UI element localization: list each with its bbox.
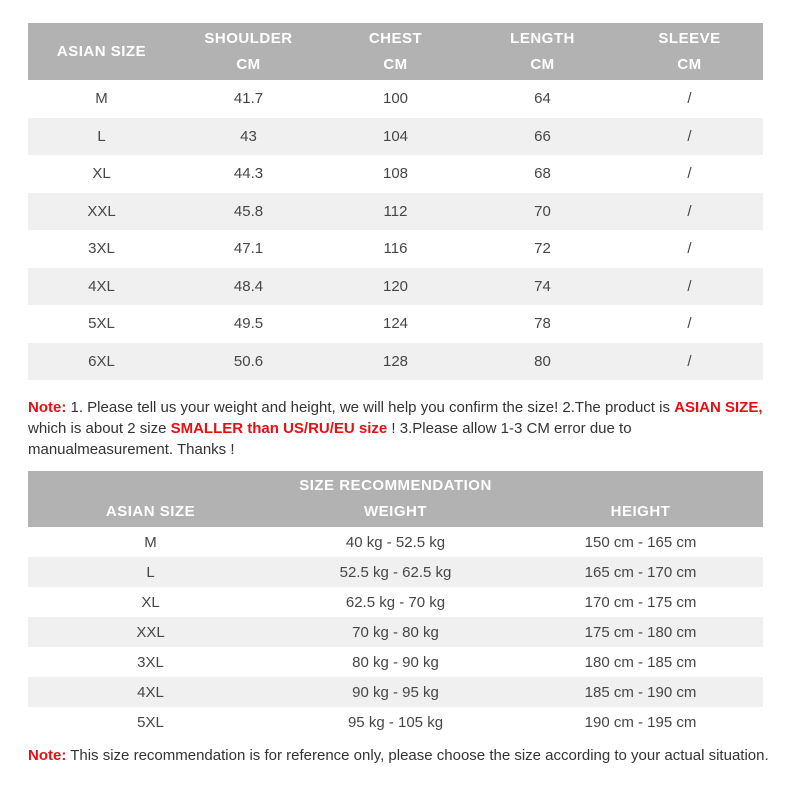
table-row bbox=[28, 707, 763, 737]
size-label: L bbox=[146, 563, 155, 581]
size-label: XL bbox=[141, 593, 160, 611]
length-value: 74 bbox=[534, 277, 551, 295]
sleeve-value: / bbox=[687, 240, 692, 258]
header-label: LENGTH bbox=[510, 30, 575, 47]
note-text: This size recommendation is for reference only, please choose the size according to your actual situation. bbox=[66, 747, 769, 764]
size-label: XL bbox=[92, 165, 111, 183]
weight-range: 52.5 kg - 62.5 kg bbox=[339, 563, 452, 581]
header-unit: CM bbox=[677, 56, 702, 73]
sleeve-value: / bbox=[687, 315, 692, 333]
shoulder-value: 47.1 bbox=[233, 240, 264, 258]
length-value: 68 bbox=[534, 165, 551, 183]
chest-value: 112 bbox=[383, 202, 408, 220]
chest-value: 128 bbox=[382, 352, 409, 370]
table-row bbox=[28, 155, 763, 193]
sleeve-value: / bbox=[687, 277, 692, 295]
sleeve-value: / bbox=[687, 127, 692, 145]
table-row bbox=[28, 230, 763, 268]
length-value: 80 bbox=[534, 352, 551, 370]
table-row bbox=[28, 617, 763, 647]
size-label: 4XL bbox=[88, 277, 115, 295]
shoulder-value: 49.5 bbox=[233, 315, 264, 333]
table-row bbox=[28, 118, 763, 156]
height-range: 180 cm - 185 cm bbox=[584, 653, 697, 671]
chest-value: 100 bbox=[382, 90, 409, 108]
note-text: ! 3.Please allow 1-3 CM error due to manualmeasurement. Thanks ! bbox=[28, 420, 632, 458]
note-label: Note: bbox=[28, 747, 67, 764]
header-label: SHOULDER bbox=[204, 30, 293, 47]
shoulder-value: 45.8 bbox=[233, 202, 264, 220]
header-asian-size: ASIAN SIZE bbox=[105, 502, 196, 520]
recommendation-table-header bbox=[28, 500, 763, 527]
header-label: SLEEVE bbox=[658, 30, 721, 47]
height-range: 170 cm - 175 cm bbox=[584, 593, 697, 611]
size-label: 4XL bbox=[137, 683, 164, 701]
length-value: 64 bbox=[534, 90, 551, 108]
chest-value: 116 bbox=[383, 240, 408, 258]
table-row bbox=[28, 587, 763, 617]
sleeve-value: / bbox=[687, 165, 692, 183]
note-highlight-smaller: SMALLER than US/RU/EU size bbox=[170, 420, 388, 437]
height-range: 150 cm - 165 cm bbox=[584, 533, 697, 551]
header-weight: WEIGHT bbox=[364, 502, 427, 520]
size-label: 3XL bbox=[88, 240, 115, 258]
note-text: which is about 2 size bbox=[28, 420, 171, 437]
size-label: L bbox=[97, 127, 106, 145]
shoulder-value: 43 bbox=[240, 127, 257, 145]
size-label: M bbox=[95, 90, 108, 108]
table-row bbox=[28, 647, 763, 677]
weight-range: 62.5 kg - 70 kg bbox=[345, 593, 446, 611]
size-label: M bbox=[144, 533, 157, 551]
note-text: 1. Please tell us your weight and height, we will help you confirm the size! 2.The product is bbox=[66, 399, 675, 416]
header-asian-size bbox=[28, 23, 175, 80]
height-range: 175 cm - 180 cm bbox=[584, 623, 697, 641]
size-label: 5XL bbox=[88, 315, 115, 333]
header-shoulder bbox=[175, 23, 322, 80]
length-value: 70 bbox=[534, 202, 551, 220]
sleeve-value: / bbox=[687, 202, 692, 220]
header-unit: CM bbox=[530, 56, 555, 73]
weight-range: 70 kg - 80 kg bbox=[352, 623, 439, 641]
length-value: 72 bbox=[534, 240, 551, 258]
table-row bbox=[28, 80, 763, 118]
length-value: 66 bbox=[534, 127, 551, 145]
sleeve-value: / bbox=[687, 90, 692, 108]
size-table bbox=[28, 23, 763, 380]
chest-value: 104 bbox=[382, 127, 409, 145]
shoulder-value: 48.4 bbox=[233, 277, 264, 295]
header-length bbox=[469, 23, 616, 80]
recommendation-table-body bbox=[28, 527, 763, 737]
height-range: 190 cm - 195 cm bbox=[584, 713, 697, 731]
header-unit: CM bbox=[236, 56, 261, 73]
weight-range: 40 kg - 52.5 kg bbox=[345, 533, 446, 551]
size-label: 5XL bbox=[137, 713, 164, 731]
table-row bbox=[28, 527, 763, 557]
table-row bbox=[28, 677, 763, 707]
chest-value: 108 bbox=[382, 165, 409, 183]
table-row bbox=[28, 268, 763, 306]
table-row bbox=[28, 557, 763, 587]
header-label: ASIAN SIZE bbox=[56, 43, 147, 60]
chest-value: 120 bbox=[382, 277, 409, 295]
size-label: XXL bbox=[87, 202, 116, 220]
table-row bbox=[28, 305, 763, 343]
weight-range: 90 kg - 95 kg bbox=[352, 683, 439, 701]
size-label: XXL bbox=[136, 623, 165, 641]
recommendation-note bbox=[28, 745, 773, 766]
size-label: 3XL bbox=[137, 653, 164, 671]
height-range: 165 cm - 170 cm bbox=[584, 563, 697, 581]
shoulder-value: 44.3 bbox=[233, 165, 264, 183]
note-highlight-asian-size: ASIAN SIZE, bbox=[674, 399, 763, 416]
size-label: 6XL bbox=[88, 352, 115, 370]
table-row bbox=[28, 343, 763, 381]
size-table-body bbox=[28, 80, 763, 380]
note-label: Note: bbox=[28, 399, 67, 416]
table-row bbox=[28, 193, 763, 231]
sleeve-value: / bbox=[687, 352, 692, 370]
size-table-header bbox=[28, 23, 763, 80]
header-label: CHEST bbox=[368, 30, 423, 47]
height-range: 185 cm - 190 cm bbox=[584, 683, 697, 701]
recommendation-table-title: SIZE RECOMMENDATION bbox=[28, 471, 763, 500]
header-sleeve bbox=[616, 23, 763, 80]
size-recommendation-table bbox=[28, 471, 763, 737]
header-height: HEIGHT bbox=[610, 502, 671, 520]
shoulder-value: 41.7 bbox=[233, 90, 264, 108]
shoulder-value: 50.6 bbox=[233, 352, 264, 370]
header-chest bbox=[322, 23, 469, 80]
weight-range: 80 kg - 90 kg bbox=[352, 653, 439, 671]
chest-value: 124 bbox=[382, 315, 409, 333]
header-unit: CM bbox=[383, 56, 408, 73]
length-value: 78 bbox=[534, 315, 551, 333]
weight-range: 95 kg - 105 kg bbox=[347, 713, 444, 731]
sizing-note bbox=[28, 397, 773, 460]
